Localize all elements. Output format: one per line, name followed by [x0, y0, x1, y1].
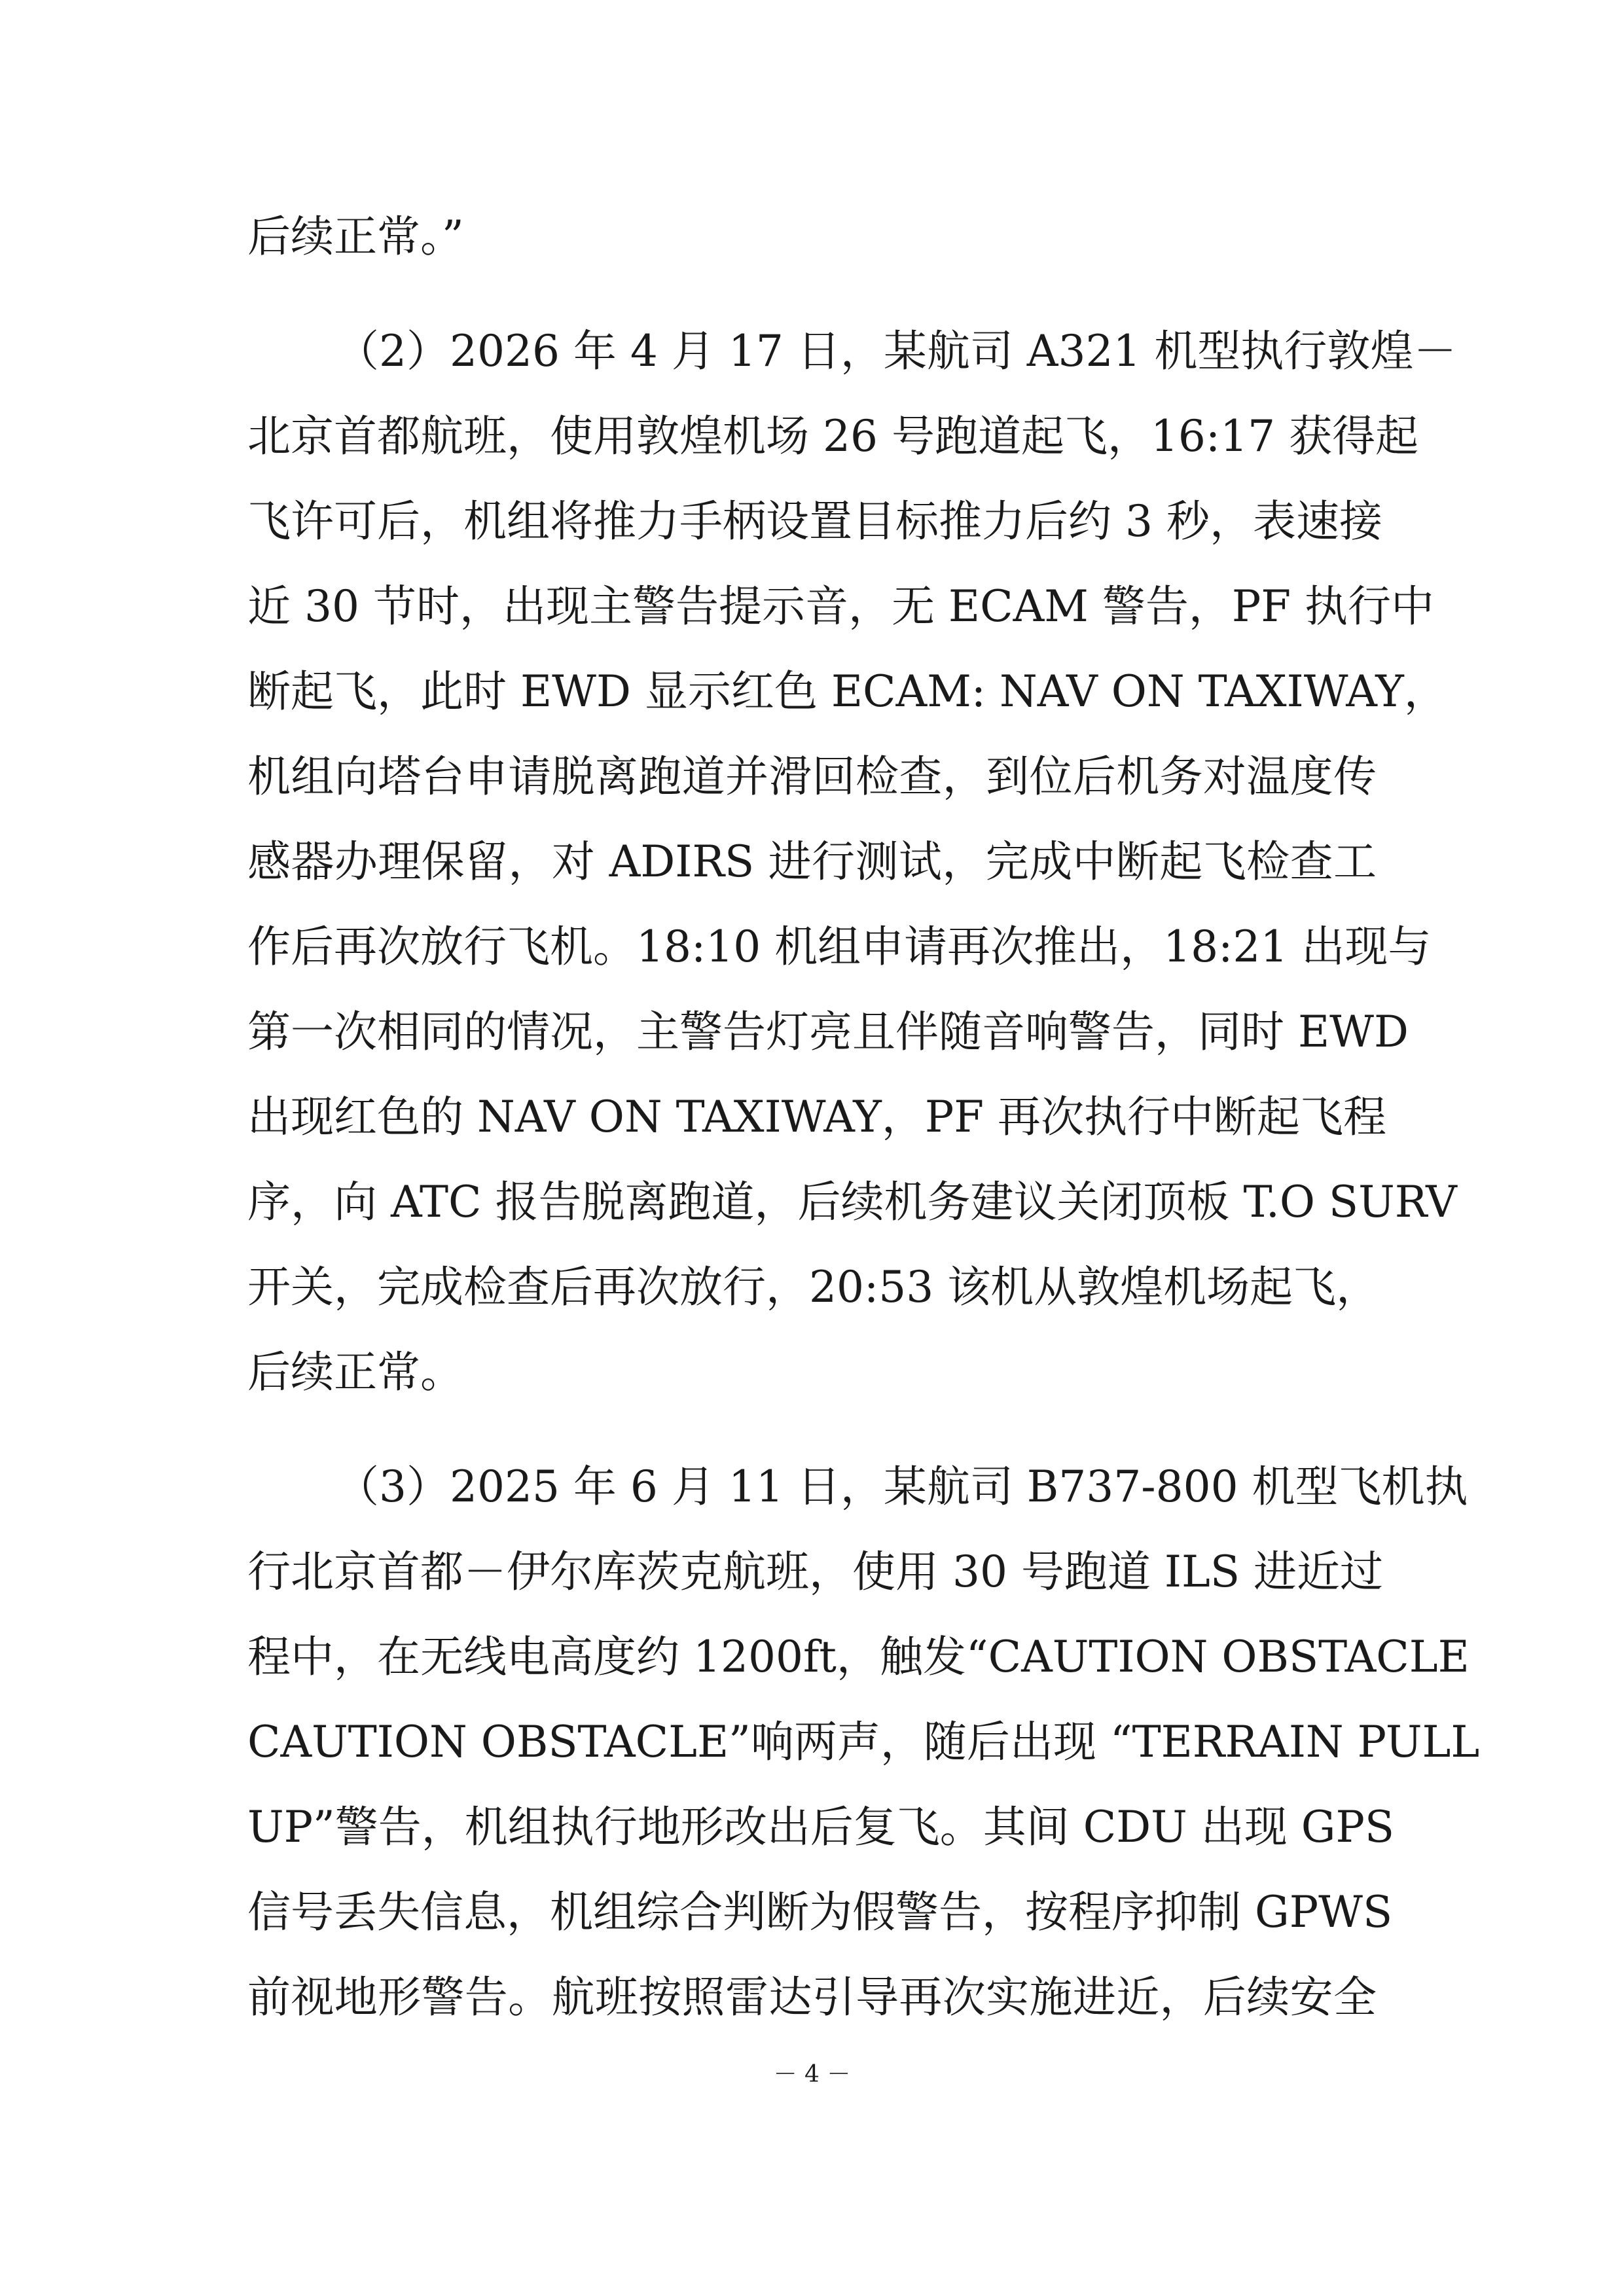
paragraph-3-line: 信号丢失信息，机组综合判断为假警告，按程序抑制 GPWS	[247, 1887, 1393, 1937]
paragraph-2-line: 近 30 节时，出现主警告提示音，无 ECAM 警告，PF 执行中	[247, 581, 1435, 632]
paragraph-2-line: 作后再次放行飞机。18:10 机组申请再次推出，18:21 出现与	[247, 922, 1432, 972]
paragraph-2-line: 出现红色的 NAV ON TAXIWAY，PF 再次执行中断起飞程	[247, 1092, 1387, 1142]
paragraph-2-line: （2）2026 年 4 月 17 日，某航司 A321 机型执行敦煌－	[336, 326, 1457, 376]
paragraph-3-line: （3）2025 年 6 月 11 日，某航司 B737-800 机型飞机执	[336, 1462, 1468, 1512]
paragraph-3-line: UP”警告，机组执行地形改出后复飞。其间 CDU 出现 GPS	[247, 1802, 1395, 1852]
paragraph-3-line: CAUTION OBSTACLE”响两声，随后出现 “TERRAIN PULL	[247, 1717, 1480, 1767]
paragraph-2-line: 断起飞，此时 EWD 显示红色 ECAM: NAV ON TAXIWAY，	[247, 666, 1447, 717]
paragraph-2-line: 序，向 ATC 报告脱离跑道，后续机务建议关闭顶板 T.O SURV	[247, 1177, 1457, 1227]
page-number: － 4 －	[773, 2061, 851, 2088]
paragraph-2-line: 北京首都航班，使用敦煌机场 26 号跑道起飞，16:17 获得起	[247, 411, 1419, 461]
paragraph-3-line: 程中，在无线电高度约 1200ft，触发“CAUTION OBSTACLE	[247, 1632, 1470, 1682]
paragraph-2-line: 第一次相同的情况，主警告灯亮且伴随音响警告，同时 EWD	[247, 1007, 1409, 1057]
paragraph-2-line: 后续正常。	[247, 1347, 463, 1397]
paragraph-3-line: 前视地形警告。航班按照雷达引导再次实施进近，后续安全	[247, 1972, 1377, 2022]
paragraph-2-line: 飞许可后，机组将推力手柄设置目标推力后约 3 秒，表速接	[247, 496, 1382, 547]
paragraph-3-line: 行北京首都－伊尔库茨克航班，使用 30 号跑道 ILS 进近过	[247, 1547, 1384, 1597]
paragraph-2-line: 感器办理保留，对 ADIRS 进行测试，完成中断起飞检查工	[247, 836, 1377, 887]
paragraph-1-tail: 后续正常。”	[247, 211, 464, 262]
paragraph-2-line: 机组向塔台申请脱离跑道并滑回检查，到位后机务对温度传	[247, 751, 1377, 802]
paragraph-2-line: 开关，完成检查后再次放行，20:53 该机从敦煌机场起飞，	[247, 1262, 1380, 1312]
